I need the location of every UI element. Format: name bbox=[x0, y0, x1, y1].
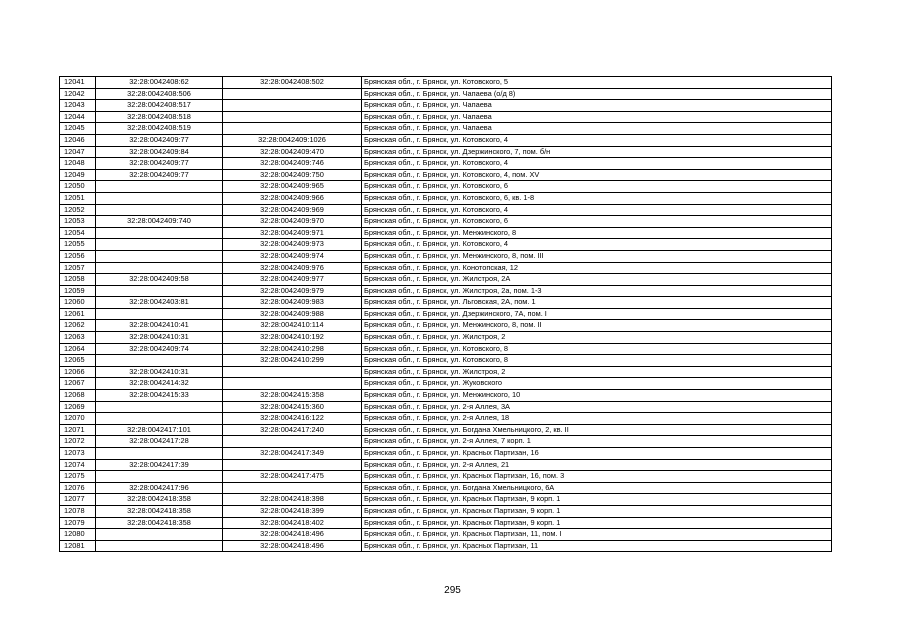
cadastral-number-cell: 32:28:0042417:96 bbox=[96, 482, 223, 494]
table-row bbox=[60, 436, 832, 448]
table-row bbox=[60, 285, 832, 297]
address-cell: Брянская обл., г. Брянск, ул. Красных Партизан, 9 корп. 1 bbox=[362, 494, 832, 506]
row-number-cell: 12079 bbox=[60, 517, 96, 529]
row-number-cell: 12066 bbox=[60, 366, 96, 378]
row-number-cell: 12064 bbox=[60, 343, 96, 355]
cadastral-number-cell: 32:28:0042408:519 bbox=[96, 123, 223, 135]
building-cadastral-number-cell: 32:28:0042409:973 bbox=[223, 239, 362, 251]
building-cadastral-number-cell: 32:28:0042409:746 bbox=[223, 158, 362, 170]
table-row bbox=[60, 100, 832, 112]
row-number-cell: 12081 bbox=[60, 540, 96, 552]
building-cadastral-number-cell: 32:28:0042418:398 bbox=[223, 494, 362, 506]
building-cadastral-number-cell bbox=[223, 88, 362, 100]
building-cadastral-number-cell: 32:28:0042409:974 bbox=[223, 250, 362, 262]
table-row bbox=[60, 517, 832, 529]
cadastral-number-cell: 32:28:0042409:740 bbox=[96, 216, 223, 228]
table-row bbox=[60, 390, 832, 402]
address-cell: Брянская обл., г. Брянск, ул. Красных Партизан, 11, пом. I bbox=[362, 529, 832, 541]
building-cadastral-number-cell: 32:28:0042409:966 bbox=[223, 192, 362, 204]
row-number-cell: 12043 bbox=[60, 100, 96, 112]
address-cell: Брянская обл., г. Брянск, ул. Котовского, 6 bbox=[362, 216, 832, 228]
cadastral-number-cell bbox=[96, 227, 223, 239]
building-cadastral-number-cell: 32:28:0042409:470 bbox=[223, 146, 362, 158]
address-cell: Брянская обл., г. Брянск, ул. Котовского, 6 bbox=[362, 181, 832, 193]
address-cell: Брянская обл., г. Брянск, ул. Дзержинского, 7, пом. б/н bbox=[362, 146, 832, 158]
address-cell: Брянская обл., г. Брянск, ул. Котовского, 4 bbox=[362, 204, 832, 216]
address-cell: Брянская обл., г. Брянск, ул. Менжинского, 8, пом. III bbox=[362, 250, 832, 262]
address-cell: Брянская обл., г. Брянск, ул. Жилстроя, 2а, пом. 1-3 bbox=[362, 285, 832, 297]
address-cell: Брянская обл., г. Брянск, ул. Котовского, 4 bbox=[362, 134, 832, 146]
building-cadastral-number-cell bbox=[223, 378, 362, 390]
cadastral-number-cell bbox=[96, 181, 223, 193]
row-number-cell: 12059 bbox=[60, 285, 96, 297]
table-row bbox=[60, 146, 832, 158]
cadastral-number-cell bbox=[96, 413, 223, 425]
row-number-cell: 12050 bbox=[60, 181, 96, 193]
row-number-cell: 12041 bbox=[60, 77, 96, 89]
row-number-cell: 12056 bbox=[60, 250, 96, 262]
row-number-cell: 12078 bbox=[60, 505, 96, 517]
address-cell: Брянская обл., г. Брянск, ул. Красных Партизан, 16, пом. 3 bbox=[362, 471, 832, 483]
building-cadastral-number-cell: 32:28:0042417:475 bbox=[223, 471, 362, 483]
table-row bbox=[60, 123, 832, 135]
building-cadastral-number-cell bbox=[223, 436, 362, 448]
building-cadastral-number-cell: 32:28:0042418:402 bbox=[223, 517, 362, 529]
building-cadastral-number-cell: 32:28:0042409:983 bbox=[223, 297, 362, 309]
address-cell: Брянская обл., г. Брянск, ул. Жилстроя, 2 bbox=[362, 332, 832, 344]
address-cell: Брянская обл., г. Брянск, ул. Чапаева (о/д 8) bbox=[362, 88, 832, 100]
table-row bbox=[60, 355, 832, 367]
address-cell: Брянская обл., г. Брянск, ул. Красных Партизан, 9 корп. 1 bbox=[362, 517, 832, 529]
building-cadastral-number-cell bbox=[223, 459, 362, 471]
cadastral-number-cell: 32:28:0042417:28 bbox=[96, 436, 223, 448]
building-cadastral-number-cell: 32:28:0042417:349 bbox=[223, 448, 362, 460]
table-row bbox=[60, 540, 832, 552]
table-row bbox=[60, 366, 832, 378]
address-cell: Брянская обл., г. Брянск, ул. 2-я Аллея, 18 bbox=[362, 413, 832, 425]
row-number-cell: 12062 bbox=[60, 320, 96, 332]
building-cadastral-number-cell: 32:28:0042417:240 bbox=[223, 424, 362, 436]
address-cell: Брянская обл., г. Брянск, ул. Котовского, 6, кв. 1-8 bbox=[362, 192, 832, 204]
address-cell: Брянская обл., г. Брянск, ул. Чапаева bbox=[362, 111, 832, 123]
table-row bbox=[60, 88, 832, 100]
row-number-cell: 12067 bbox=[60, 378, 96, 390]
address-cell: Брянская обл., г. Брянск, ул. 2-я Аллея, 7 корп. 1 bbox=[362, 436, 832, 448]
table-row bbox=[60, 413, 832, 425]
row-number-cell: 12045 bbox=[60, 123, 96, 135]
table-row bbox=[60, 227, 832, 239]
building-cadastral-number-cell bbox=[223, 366, 362, 378]
address-cell: Брянская обл., г. Брянск, ул. Дзержинского, 7А, пом. I bbox=[362, 308, 832, 320]
row-number-cell: 12063 bbox=[60, 332, 96, 344]
row-number-cell: 12054 bbox=[60, 227, 96, 239]
cadastral-number-cell: 32:28:0042417:101 bbox=[96, 424, 223, 436]
address-cell: Брянская обл., г. Брянск, ул. Котовского, 8 bbox=[362, 343, 832, 355]
address-cell: Брянская обл., г. Брянск, ул. Котовского, 5 bbox=[362, 77, 832, 89]
address-cell: Брянская обл., г. Брянск, ул. Красных Партизан, 16 bbox=[362, 448, 832, 460]
address-cell: Брянская обл., г. Брянск, ул. Менжинского, 10 bbox=[362, 390, 832, 402]
row-number-cell: 12047 bbox=[60, 146, 96, 158]
cadastral-number-cell bbox=[96, 471, 223, 483]
row-number-cell: 12049 bbox=[60, 169, 96, 181]
address-cell: Брянская обл., г. Брянск, ул. Котовского, 4 bbox=[362, 239, 832, 251]
cadastral-number-cell: 32:28:0042408:506 bbox=[96, 88, 223, 100]
table-row bbox=[60, 169, 832, 181]
table-row bbox=[60, 459, 832, 471]
building-cadastral-number-cell bbox=[223, 482, 362, 494]
cadastral-number-cell: 32:28:0042409:77 bbox=[96, 134, 223, 146]
row-number-cell: 12077 bbox=[60, 494, 96, 506]
cadastral-number-cell: 32:28:0042417:39 bbox=[96, 459, 223, 471]
table-row bbox=[60, 448, 832, 460]
cadastral-number-cell bbox=[96, 529, 223, 541]
address-cell: Брянская обл., г. Брянск, ул. 2-я Аллея, 21 bbox=[362, 459, 832, 471]
row-number-cell: 12052 bbox=[60, 204, 96, 216]
row-number-cell: 12058 bbox=[60, 274, 96, 286]
row-number-cell: 12071 bbox=[60, 424, 96, 436]
registry-table-body bbox=[60, 77, 832, 552]
table-row bbox=[60, 181, 832, 193]
building-cadastral-number-cell: 32:28:0042416:122 bbox=[223, 413, 362, 425]
cadastral-number-cell: 32:28:0042403:81 bbox=[96, 297, 223, 309]
address-cell: Брянская обл., г. Брянск, ул. Котовского, 4, пом. XV bbox=[362, 169, 832, 181]
address-cell: Брянская обл., г. Брянск, ул. Богдана Хмельницкого, 6А bbox=[362, 482, 832, 494]
cadastral-number-cell: 32:28:0042418:358 bbox=[96, 517, 223, 529]
cadastral-number-cell bbox=[96, 448, 223, 460]
table-row bbox=[60, 343, 832, 355]
table-row bbox=[60, 482, 832, 494]
row-number-cell: 12053 bbox=[60, 216, 96, 228]
table-row bbox=[60, 471, 832, 483]
building-cadastral-number-cell bbox=[223, 100, 362, 112]
table-row bbox=[60, 297, 832, 309]
address-cell: Брянская обл., г. Брянск, ул. Конотопская, 12 bbox=[362, 262, 832, 274]
cadastral-number-cell bbox=[96, 192, 223, 204]
building-cadastral-number-cell: 32:28:0042418:496 bbox=[223, 529, 362, 541]
cadastral-number-cell bbox=[96, 540, 223, 552]
row-number-cell: 12046 bbox=[60, 134, 96, 146]
row-number-cell: 12069 bbox=[60, 401, 96, 413]
building-cadastral-number-cell: 32:28:0042409:979 bbox=[223, 285, 362, 297]
cadastral-number-cell: 32:28:0042409:77 bbox=[96, 158, 223, 170]
address-cell: Брянская обл., г. Брянск, ул. Котовского, 4 bbox=[362, 158, 832, 170]
row-number-cell: 12057 bbox=[60, 262, 96, 274]
address-cell: Брянская обл., г. Брянск, ул. Красных Партизан, 11 bbox=[362, 540, 832, 552]
building-cadastral-number-cell: 32:28:0042409:971 bbox=[223, 227, 362, 239]
cadastral-number-cell: 32:28:0042409:84 bbox=[96, 146, 223, 158]
cadastral-number-cell bbox=[96, 401, 223, 413]
table-row bbox=[60, 204, 832, 216]
table-row bbox=[60, 192, 832, 204]
row-number-cell: 12051 bbox=[60, 192, 96, 204]
table-row bbox=[60, 529, 832, 541]
cadastral-number-cell: 32:28:0042408:518 bbox=[96, 111, 223, 123]
building-cadastral-number-cell: 32:28:0042409:969 bbox=[223, 204, 362, 216]
building-cadastral-number-cell: 32:28:0042409:988 bbox=[223, 308, 362, 320]
table-row bbox=[60, 111, 832, 123]
address-cell: Брянская обл., г. Брянск, ул. Жилстроя, 2 bbox=[362, 366, 832, 378]
building-cadastral-number-cell: 32:28:0042410:192 bbox=[223, 332, 362, 344]
address-cell: Брянская обл., г. Брянск, ул. Богдана Хмельницкого, 2, кв. II bbox=[362, 424, 832, 436]
building-cadastral-number-cell: 32:28:0042418:496 bbox=[223, 540, 362, 552]
row-number-cell: 12048 bbox=[60, 158, 96, 170]
building-cadastral-number-cell: 32:28:0042409:750 bbox=[223, 169, 362, 181]
table-row bbox=[60, 274, 832, 286]
address-cell: Брянская обл., г. Брянск, ул. Менжинского, 8, пом. II bbox=[362, 320, 832, 332]
building-cadastral-number-cell bbox=[223, 123, 362, 135]
address-cell: Брянская обл., г. Брянск, ул. 2-я Аллея, 3А bbox=[362, 401, 832, 413]
cadastral-number-cell bbox=[96, 204, 223, 216]
cadastral-number-cell: 32:28:0042409:74 bbox=[96, 343, 223, 355]
cadastral-number-cell bbox=[96, 285, 223, 297]
cadastral-number-cell: 32:28:0042410:31 bbox=[96, 366, 223, 378]
table-row bbox=[60, 239, 832, 251]
table-row bbox=[60, 401, 832, 413]
row-number-cell: 12075 bbox=[60, 471, 96, 483]
row-number-cell: 12076 bbox=[60, 482, 96, 494]
table-row bbox=[60, 332, 832, 344]
table-row bbox=[60, 424, 832, 436]
building-cadastral-number-cell: 32:28:0042409:977 bbox=[223, 274, 362, 286]
address-cell: Брянская обл., г. Брянск, ул. Красных Партизан, 9 корп. 1 bbox=[362, 505, 832, 517]
building-cadastral-number-cell: 32:28:0042409:965 bbox=[223, 181, 362, 193]
table-row bbox=[60, 378, 832, 390]
building-cadastral-number-cell bbox=[223, 111, 362, 123]
building-cadastral-number-cell: 32:28:0042409:976 bbox=[223, 262, 362, 274]
address-cell: Брянская обл., г. Брянск, ул. Котовского, 8 bbox=[362, 355, 832, 367]
cadastral-number-cell: 32:28:0042414:32 bbox=[96, 378, 223, 390]
table-row bbox=[60, 320, 832, 332]
table-row bbox=[60, 250, 832, 262]
row-number-cell: 12072 bbox=[60, 436, 96, 448]
row-number-cell: 12042 bbox=[60, 88, 96, 100]
address-cell: Брянская обл., г. Брянск, ул. Чапаева bbox=[362, 100, 832, 112]
row-number-cell: 12065 bbox=[60, 355, 96, 367]
address-cell: Брянская обл., г. Брянск, ул. Жилстроя, 2А bbox=[362, 274, 832, 286]
registry-table bbox=[59, 76, 832, 552]
row-number-cell: 12055 bbox=[60, 239, 96, 251]
table-row bbox=[60, 308, 832, 320]
cadastral-number-cell: 32:28:0042418:358 bbox=[96, 494, 223, 506]
cadastral-number-cell: 32:28:0042410:41 bbox=[96, 320, 223, 332]
cadastral-number-cell: 32:28:0042410:31 bbox=[96, 332, 223, 344]
row-number-cell: 12074 bbox=[60, 459, 96, 471]
table-row bbox=[60, 158, 832, 170]
building-cadastral-number-cell: 32:28:0042410:298 bbox=[223, 343, 362, 355]
cadastral-number-cell: 32:28:0042409:77 bbox=[96, 169, 223, 181]
table-row bbox=[60, 134, 832, 146]
row-number-cell: 12061 bbox=[60, 308, 96, 320]
cadastral-number-cell bbox=[96, 239, 223, 251]
row-number-cell: 12044 bbox=[60, 111, 96, 123]
cadastral-number-cell bbox=[96, 355, 223, 367]
cadastral-number-cell bbox=[96, 250, 223, 262]
address-cell: Брянская обл., г. Брянск, ул. Чапаева bbox=[362, 123, 832, 135]
building-cadastral-number-cell: 32:28:0042418:399 bbox=[223, 505, 362, 517]
building-cadastral-number-cell: 32:28:0042410:299 bbox=[223, 355, 362, 367]
building-cadastral-number-cell: 32:28:0042415:358 bbox=[223, 390, 362, 402]
building-cadastral-number-cell: 32:28:0042415:360 bbox=[223, 401, 362, 413]
cadastral-number-cell: 32:28:0042408:62 bbox=[96, 77, 223, 89]
building-cadastral-number-cell: 32:28:0042409:970 bbox=[223, 216, 362, 228]
cadastral-number-cell bbox=[96, 262, 223, 274]
cadastral-number-cell: 32:28:0042415:33 bbox=[96, 390, 223, 402]
row-number-cell: 12080 bbox=[60, 529, 96, 541]
cadastral-number-cell bbox=[96, 308, 223, 320]
row-number-cell: 12070 bbox=[60, 413, 96, 425]
row-number-cell: 12073 bbox=[60, 448, 96, 460]
cadastral-number-cell: 32:28:0042418:358 bbox=[96, 505, 223, 517]
address-cell: Брянская обл., г. Брянск, ул. Льговская, 2А, пом. 1 bbox=[362, 297, 832, 309]
table-row bbox=[60, 77, 832, 89]
row-number-cell: 12068 bbox=[60, 390, 96, 402]
page-number: 295 bbox=[444, 585, 461, 596]
table-row bbox=[60, 216, 832, 228]
building-cadastral-number-cell: 32:28:0042408:502 bbox=[223, 77, 362, 89]
address-cell: Брянская обл., г. Брянск, ул. Жуковского bbox=[362, 378, 832, 390]
table-row bbox=[60, 494, 832, 506]
cadastral-number-cell: 32:28:0042408:517 bbox=[96, 100, 223, 112]
row-number-cell: 12060 bbox=[60, 297, 96, 309]
building-cadastral-number-cell: 32:28:0042410:114 bbox=[223, 320, 362, 332]
table-row bbox=[60, 505, 832, 517]
address-cell: Брянская обл., г. Брянск, ул. Менжинского, 8 bbox=[362, 227, 832, 239]
table-row bbox=[60, 262, 832, 274]
cadastral-number-cell: 32:28:0042409:58 bbox=[96, 274, 223, 286]
building-cadastral-number-cell: 32:28:0042409:1026 bbox=[223, 134, 362, 146]
